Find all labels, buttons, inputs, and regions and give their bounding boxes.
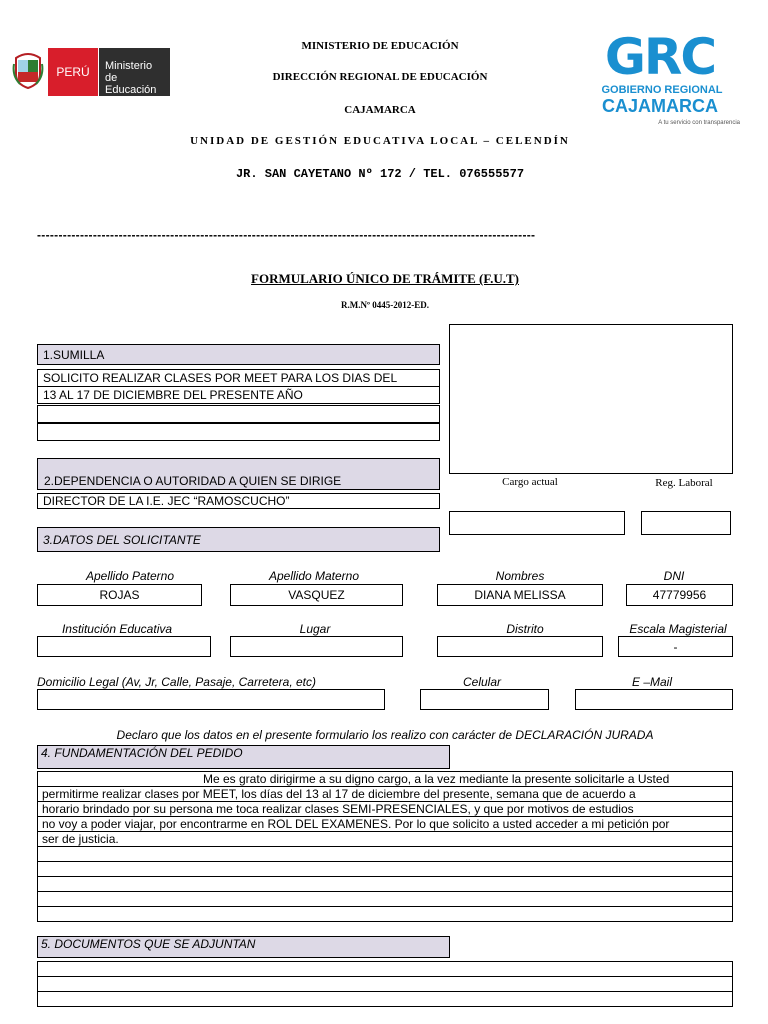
lugar-field[interactable] bbox=[230, 636, 403, 657]
escala-field[interactable]: - bbox=[618, 636, 733, 657]
peru-label-box bbox=[48, 48, 98, 96]
header-line-cajamarca: CAJAMARCA bbox=[344, 104, 416, 116]
institucion-field[interactable] bbox=[37, 636, 211, 657]
distrito-field[interactable] bbox=[437, 636, 603, 657]
section4-heading: 4. FUNDAMENTACIÓN DEL PEDIDO bbox=[37, 745, 450, 769]
sumilla-line-4[interactable] bbox=[37, 423, 440, 441]
fundamentacion-line-8[interactable] bbox=[37, 877, 733, 892]
fundamentacion-line-7[interactable] bbox=[37, 862, 733, 877]
fundamentacion-line-9[interactable] bbox=[37, 892, 733, 907]
header-line-address: JR. SAN CAYETANO Nº 172 / TEL. 076555577 bbox=[235, 167, 525, 181]
dni-field[interactable]: 47779956 bbox=[626, 584, 733, 606]
distrito-label: Distrito bbox=[506, 622, 544, 636]
lugar-label: Lugar bbox=[299, 622, 331, 636]
form-resolution: R.M.Nº 0445-2012-ED. bbox=[341, 300, 429, 310]
reg-laboral-field[interactable] bbox=[641, 511, 731, 535]
section1-heading: 1.SUMILLA bbox=[37, 344, 440, 365]
email-label: E –Mail bbox=[631, 675, 672, 689]
section2-heading-text: 2.DEPENDENCIA O AUTORIDAD A QUIEN SE DIRIGE bbox=[44, 474, 342, 488]
documentos-line-3[interactable] bbox=[37, 992, 733, 1007]
escala-label: Escala Magisterial bbox=[629, 622, 727, 636]
fundamentacion-line-5[interactable]: ser de justicia. bbox=[37, 832, 733, 847]
section5-heading: 5. DOCUMENTOS QUE SE ADJUNTAN bbox=[37, 936, 450, 958]
email-field[interactable] bbox=[575, 689, 733, 710]
sumilla-line-1[interactable]: SOLICITO REALIZAR CLASES POR MEET PARA LOS DIAS DEL bbox=[37, 369, 440, 387]
domicilio-label: Domicilio Legal (Av, Jr, Calle, Pasaje, Carretera, etc) bbox=[37, 675, 316, 689]
section2-heading bbox=[37, 458, 440, 490]
header-line-ugel: UNIDAD DE GESTIÓN EDUCATIVA LOCAL – CELENDÍN bbox=[190, 135, 570, 147]
sumilla-line-3[interactable] bbox=[37, 405, 440, 423]
peru-shield-icon bbox=[12, 50, 44, 90]
apellido-materno-field[interactable]: VASQUEZ bbox=[230, 584, 403, 606]
domicilio-field[interactable] bbox=[37, 689, 385, 710]
grc-logo bbox=[590, 28, 740, 130]
form-title: FORMULARIO ÚNICO DE TRÁMITE (F.U.T) bbox=[251, 271, 519, 286]
dependencia-field[interactable]: DIRECTOR DE LA I.E. JEC “RAMOSCUCHO” bbox=[37, 493, 440, 509]
declaration-text: Declaro que los datos en el presente formulario los realizo con carácter de DECLARACIÓN JURADA bbox=[116, 728, 654, 742]
cargo-actual-label: Cargo actual bbox=[502, 476, 558, 488]
grc-tagline: A tu servicio con transparencia bbox=[658, 120, 740, 126]
dni-label: DNI bbox=[663, 569, 685, 583]
sumilla-line-2[interactable]: 13 AL 17 DE DICIEMBRE DEL PRESENTE AÑO bbox=[37, 386, 440, 404]
ministry-label-line2: de Educación bbox=[105, 72, 157, 96]
fundamentacion-line-10[interactable] bbox=[37, 907, 733, 922]
header-line-ministerio: MINISTERIO DE EDUCACIÓN bbox=[301, 40, 459, 52]
celular-label: Celular bbox=[462, 675, 501, 689]
documentos-line-2[interactable] bbox=[37, 977, 733, 992]
peru-label: PERÚ bbox=[56, 65, 90, 79]
celular-field[interactable] bbox=[420, 689, 549, 710]
nombres-field[interactable]: DIANA MELISSA bbox=[437, 584, 603, 606]
section3-heading: 3.DATOS DEL SOLICITANTE bbox=[37, 527, 440, 552]
nombres-label: Nombres bbox=[495, 569, 545, 583]
fundamentacion-line-2[interactable]: permitirme realizar clases por MEET, los días del 13 al 17 de diciembre del presente, semana que de acuerdo a bbox=[37, 787, 733, 802]
grc-line1: GOBIERNO REGIONAL bbox=[601, 84, 723, 96]
cargo-actual-field[interactable] bbox=[449, 511, 625, 535]
apellido-paterno-field[interactable]: ROJAS bbox=[37, 584, 202, 606]
apellido-materno-label: Apellido Materno bbox=[268, 569, 360, 583]
photo-box[interactable] bbox=[449, 324, 733, 474]
fundamentacion-line-6[interactable] bbox=[37, 847, 733, 862]
ministry-label-line1: Ministerio bbox=[105, 60, 153, 72]
grc-line2: CAJAMARCA bbox=[602, 96, 718, 116]
header-separator: -------------------------------------------------------------------------------------------------------------------- bbox=[37, 228, 536, 242]
institucion-label: Institución Educativa bbox=[61, 622, 173, 636]
fundamentacion-line-3[interactable]: horario brindado por su persona me toca realizar clases SEMI-PRESENCIALES, y que por motivos de estudios bbox=[37, 802, 733, 817]
peru-ministry-logo bbox=[12, 48, 170, 96]
documentos-line-1[interactable] bbox=[37, 962, 733, 977]
fundamentacion-line-4[interactable]: no voy a poder viajar, por encontrarme en ROL DEL EXAMENES. Por lo que solicito a usted acceder a mi petición por bbox=[37, 817, 733, 832]
grc-letters: GRC bbox=[604, 28, 716, 86]
reg-laboral-label: Reg. Laboral bbox=[655, 477, 713, 489]
header-line-direccion: DIRECCIÓN REGIONAL DE EDUCACIÓN bbox=[272, 71, 488, 83]
fundamentacion-line-1[interactable]: Me es grato dirigirme a su digno cargo, a la vez mediante la presente solicitarle a Usted bbox=[37, 772, 733, 787]
apellido-paterno-label: Apellido Paterno bbox=[85, 569, 175, 583]
